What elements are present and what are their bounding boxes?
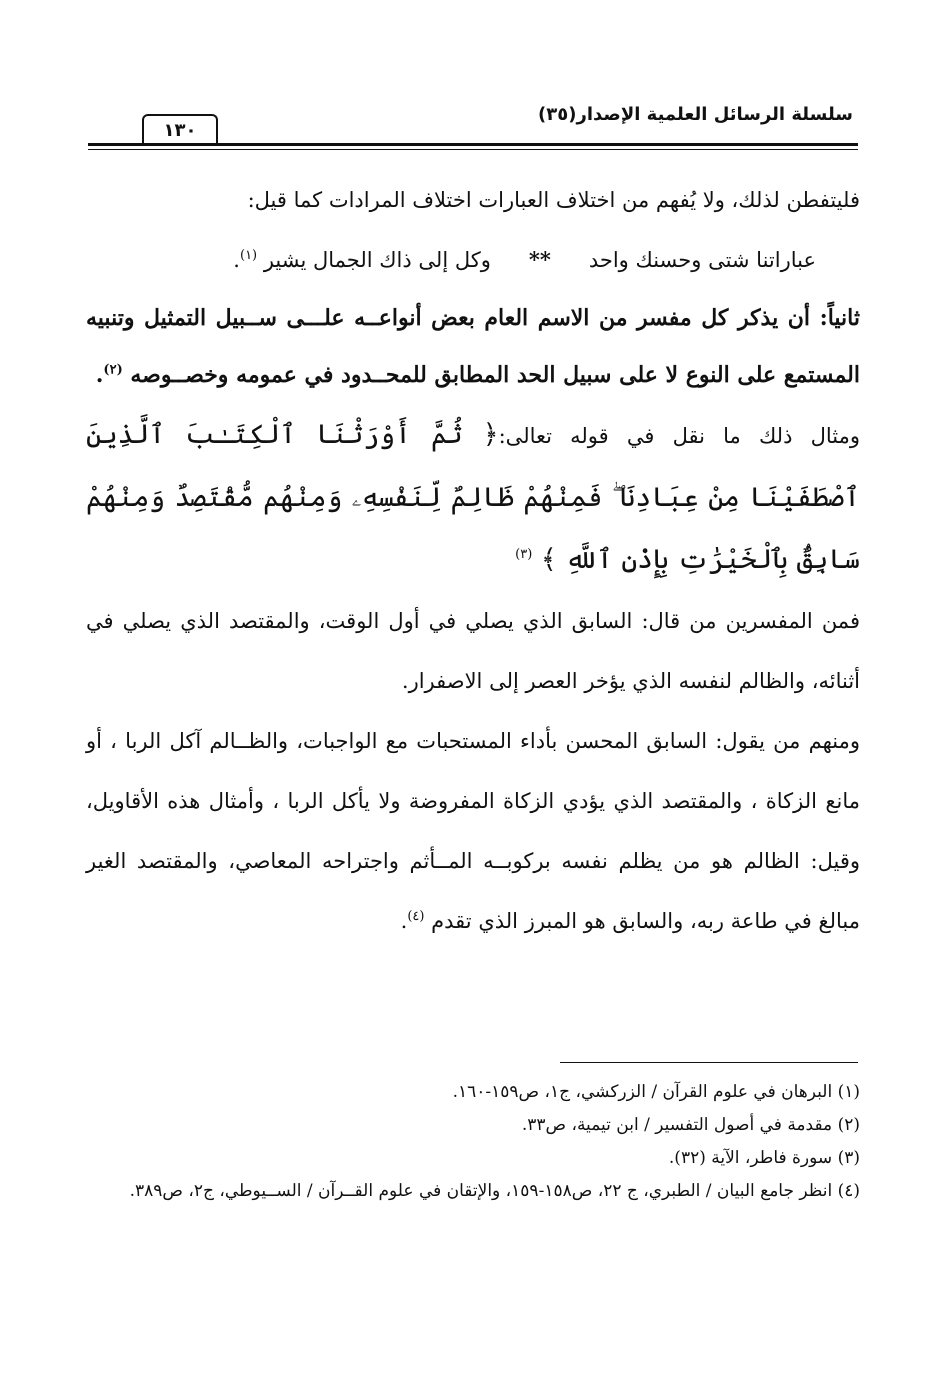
paragraph-1 (86, 170, 860, 230)
paragraph-3 (86, 404, 860, 591)
footnote-ref-3: (٣) (515, 547, 533, 562)
paragraph-2-text: ثانياً: أن يذكر كل مفسر من الاسم العام بعض أنواعــه علـــى ســبيل التمثيل وتنبيه المستمع على النوع لا على سبيل الحد المطابق للمحــدود في عمومه وخصــوصه (86, 305, 860, 388)
series-title: سلسلة الرسائل العلمية الإصدار(٣٥) (538, 104, 853, 125)
footnote-ref-1: (١) (239, 248, 258, 263)
header-rule-thin (88, 149, 858, 150)
paragraph-4-text: فمن المفسرين من قال: السابق الذي يصلي في أول الوقت، والمقتصد الذي يصلي في أثنائه، والظالم لنفسه الذي يؤخر العصر إلى الاصفرار. (86, 609, 860, 693)
paragraph-5-end: . (400, 909, 408, 933)
footnote-2: (٢) مقدمة في أصول التفسير / ابن تيمية، ص٣٣. (521, 1115, 860, 1135)
main-text (86, 170, 860, 951)
verse-hemistich-1: عباراتنا شتى وحسنك واحد (588, 248, 816, 272)
footnotes (86, 1076, 860, 1208)
footnote-3: (٣) سورة فاطر، الآية (٣٢). (668, 1148, 860, 1168)
paragraph-3-intro: ومثال ذلك ما نقل في قوله تعالى: (498, 424, 861, 448)
verse-separator: ** (528, 247, 551, 272)
page-number: ١٣٠ (142, 114, 218, 146)
footnote-1: (١) البرهان في علوم القرآن / الزركشي، ج١، ص١٥٩-١٦٠. (452, 1082, 860, 1102)
footnote-ref-4: (٤) (407, 909, 425, 924)
paragraph-5 (86, 711, 860, 951)
quran-verse: ﴿ ثُمَّ أَوْرَثْنَا ٱلْكِتَـٰبَ ٱلَّذِينَ ٱصْطَفَيْنَا مِنْ عِبَادِنَا ۖ فَمِنْهُمْ ظَالِمٌ لِّنَفْسِهِۦ وَمِنْهُم مُّقْتَصِدٌ وَمِنْهُمْ سَابِقٌۢ بِٱلْخَيْرَٰتِ بِإِذْنِ ٱللَّهِ ﴾ (86, 419, 860, 575)
verse-hemistich-2: وكل إلى ذاك الجمال يشير (263, 248, 491, 272)
poetry-verse (86, 230, 860, 290)
verse-end: . (233, 248, 240, 272)
paragraph-2-end: . (95, 362, 104, 388)
paragraph-1-text: فليتفطن لذلك، ولا يُفهم من اختلاف العبارات اختلاف المرادات كما قيل: (247, 188, 860, 212)
footnote-ref-2: (٢) (103, 362, 123, 378)
paragraph-5-text: ومنهم من يقول: السابق المحسن بأداء المستحبات مع الواجبات، والظــالم آكل الربا ، أو مانع الزكاة ، والمقتصد الذي يؤدي الزكاة المفروضة ولا يأكل الربا ، وأمثال هذه الأقاويل، وقيل: الظالم هو من يظلم نفسه بركوبــه المــأثم واجتراحه المعاصي، والمقتصد الغير مبالغ في طاعة ربه، والسابق هو المبرز الذي تقدم (86, 729, 860, 933)
footnote-4: (٤) انظر جامع البيان / الطبري، ج ٢٢، ص١٥٨-١٥٩، والإتقان في علوم القــرآن / الســيوطي، ج٢، ص٣٨٩. (129, 1181, 860, 1201)
paragraph-2 (86, 290, 860, 404)
header-rule-thick (88, 143, 858, 146)
paragraph-4 (86, 591, 860, 711)
footnote-separator (560, 1062, 858, 1063)
